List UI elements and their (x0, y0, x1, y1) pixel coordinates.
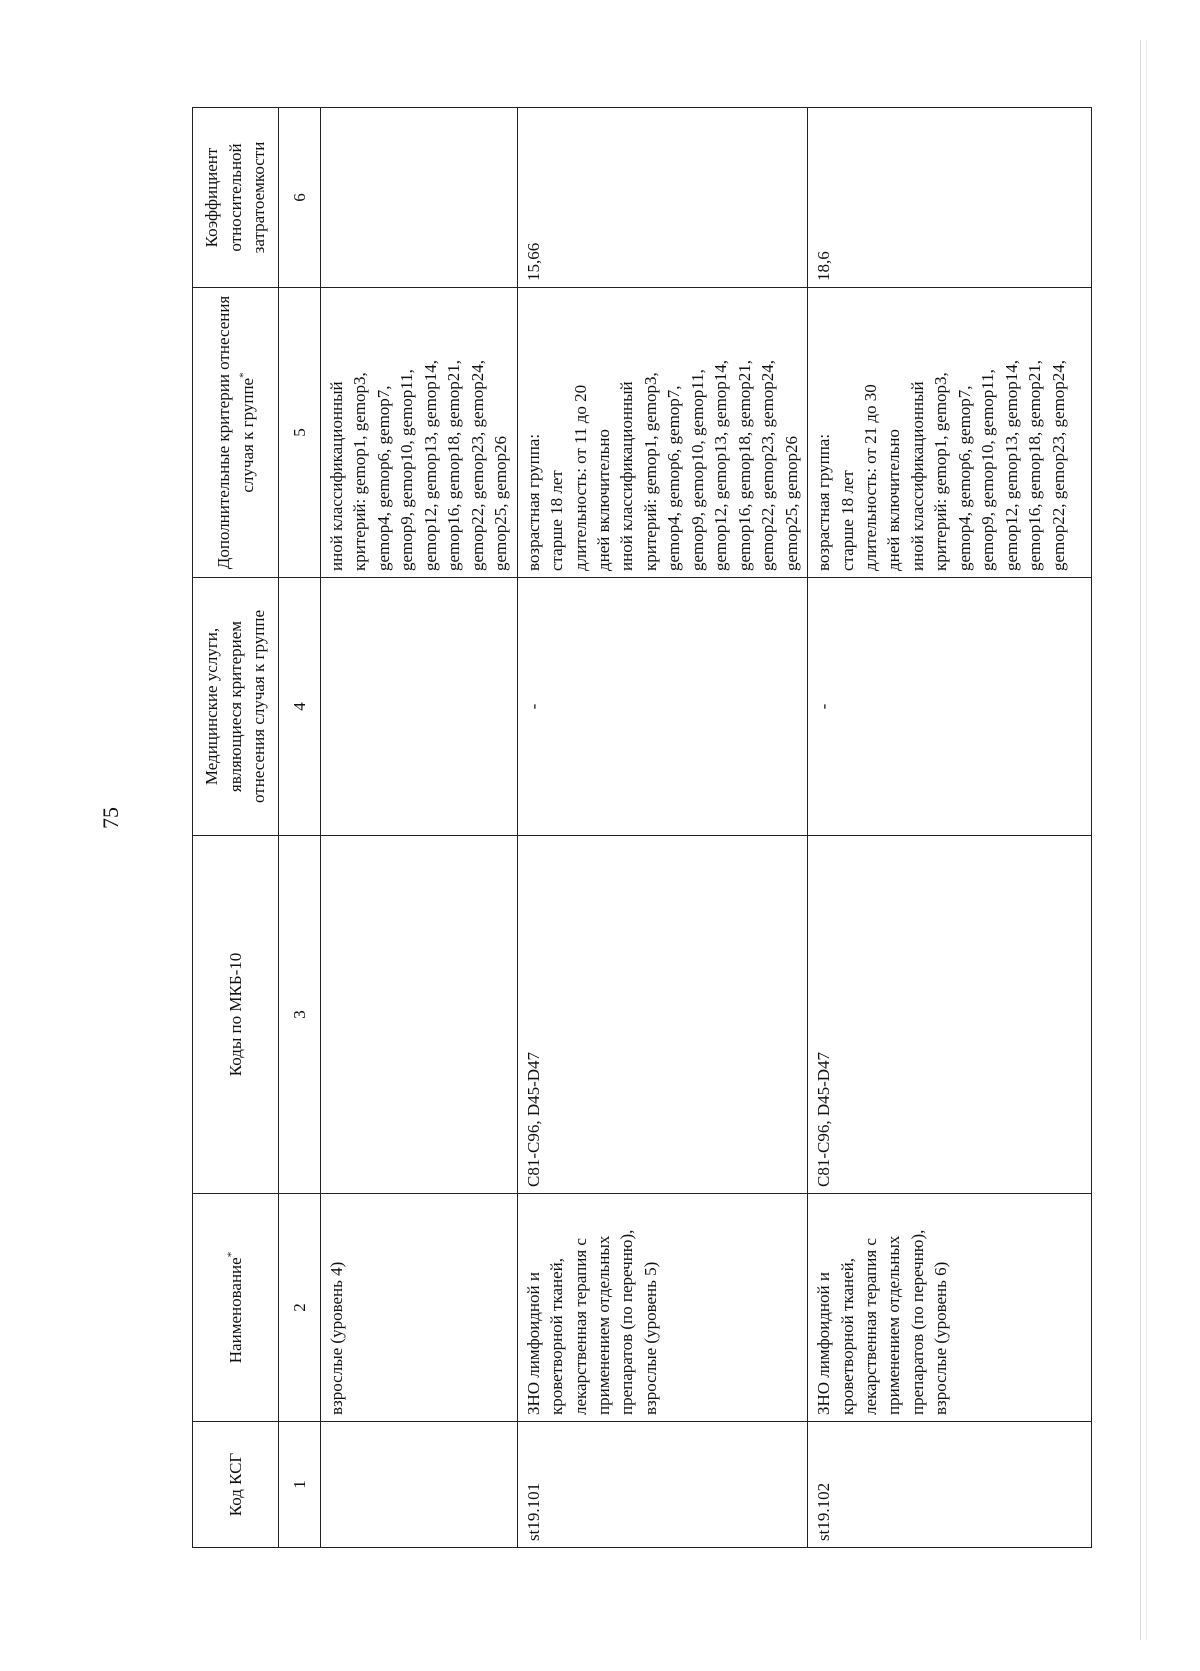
cell-name: ЗНО лимфоидной и кроветворной тканей, лекарственная терапия с применением отдельных препаратов (по перечню), взрослые (уровень 6) (808, 1194, 1092, 1422)
cell-code: st19.101 (517, 1422, 807, 1548)
page-number: 75 (98, 807, 123, 829)
cell-coefficient: 15,66 (517, 108, 807, 288)
column-number: 3 (279, 836, 321, 1194)
column-number: 6 (279, 108, 321, 288)
table-row (808, 108, 1092, 1548)
ksg-table (192, 107, 1092, 1548)
column-number: 4 (279, 578, 321, 836)
cell-name: ЗНО лимфоидной и кроветворной тканей, лекарственная терапия с применением отдельных препаратов (по перечню), взрослые (уровень 5) (517, 1194, 807, 1422)
scan-edge-line (1140, 40, 1141, 1640)
header-name: Наименование* (193, 1194, 279, 1422)
table-row (517, 108, 807, 1548)
header-ksg-code: Код КСГ (193, 1422, 279, 1548)
cell-coefficient (321, 108, 518, 288)
header-icd-codes: Коды по МКБ-10 (193, 836, 279, 1194)
table-row (321, 108, 518, 1548)
cell-code: st19.102 (808, 1422, 1092, 1548)
cell-criteria: возрастная группа: старше 18 лет длительность: от 11 до 20 дней включительно иной классификационный критерий: gemop1, gemop3, gemop4, gemop6, gemop7, gemop9, gemop10, gemop11, gemop12, gemop13, gemop14, gemop16, gemop18, gemop21, gemop22, gemop23, gemop24, gemop25, gemop26 (517, 288, 807, 578)
cell-criteria: иной классификационный критерий: gemop1, gemop3, gemop4, gemop6, gemop7, gemop9, gemop10, gemop11, gemop12, gemop13, gemop14, gemop16, gemop18, gemop21, gemop22, gemop23, gemop24, gemop25, gemop26 (321, 288, 518, 578)
table-container (192, 108, 1082, 1548)
table-header-row (193, 108, 279, 1548)
column-number-row (279, 108, 321, 1548)
header-coefficient: Коэффициент относительной затратоемкости (193, 108, 279, 288)
cell-code (321, 1422, 518, 1548)
cell-services: - (808, 578, 1092, 836)
cell-icd (321, 836, 518, 1194)
cell-icd: C81-C96, D45-D47 (808, 836, 1092, 1194)
cell-criteria: возрастная группа: старше 18 лет длительность: от 21 до 30 дней включительно иной классификационный критерий: gemop1, gemop3, gemop4, gemop6, gemop7, gemop9, gemop10, gemop11, gemop12, gemop13, gemop14, gemop16, gemop18, gemop21, gemop22, gemop23, gemop24, (808, 288, 1092, 578)
header-services: Медицинские услуги, являющиеся критерием отнесения случая к группе (193, 578, 279, 836)
header-criteria: Дополнительные критерии отнесения случая к группе* (193, 288, 279, 578)
column-number: 2 (279, 1194, 321, 1422)
scan-edge-line (1146, 40, 1147, 1640)
cell-icd: C81-C96, D45-D47 (517, 836, 807, 1194)
column-number: 5 (279, 288, 321, 578)
cell-name: взрослые (уровень 4) (321, 1194, 518, 1422)
column-number: 1 (279, 1422, 321, 1548)
cell-coefficient: 18,6 (808, 108, 1092, 288)
cell-services (321, 578, 518, 836)
cell-services: - (517, 578, 807, 836)
